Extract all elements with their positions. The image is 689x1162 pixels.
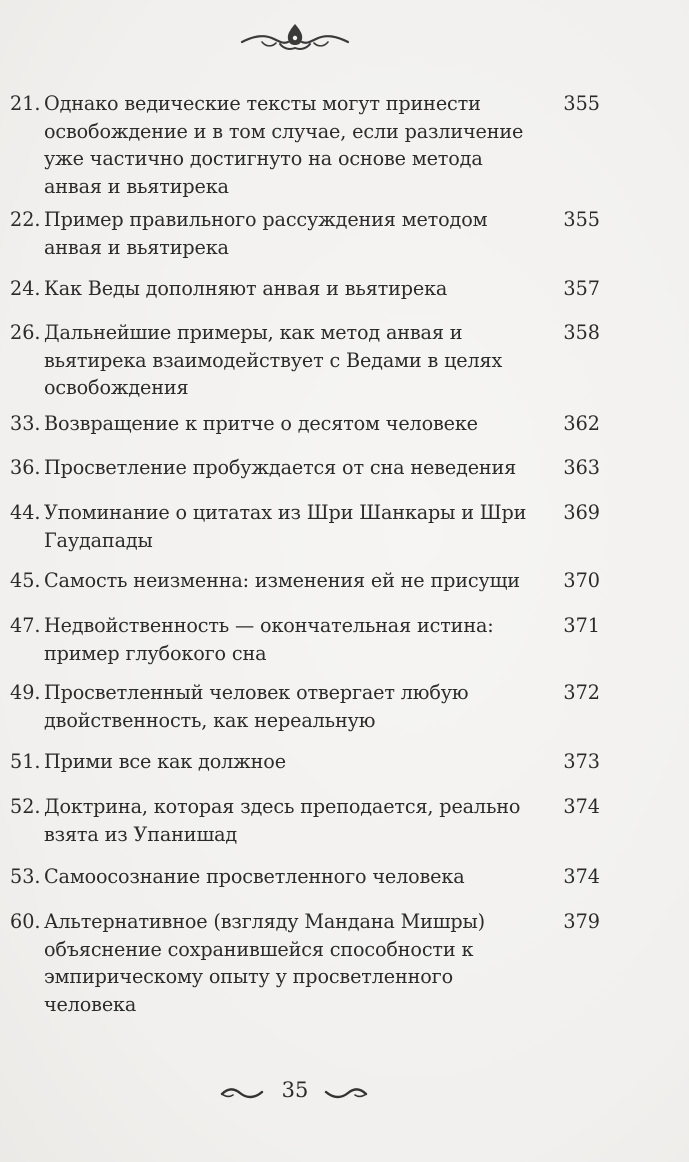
entry-page: 355 [563, 208, 600, 231]
entry-number: 33. [10, 412, 41, 435]
entry-page: 362 [563, 412, 600, 435]
entry-number: 60. [10, 910, 41, 933]
entry-page: 357 [563, 277, 600, 300]
entry-title: Однако ведические тексты могут принести освобождение и в том случае, если различение уже частично достигнуто на основе метода анвая и вьятирека [44, 92, 524, 198]
entry-number: 26. [10, 321, 41, 344]
entry-title: Пример правильного рассуждения методом анвая и вьятирека [44, 208, 488, 259]
entry-number: 22. [10, 208, 41, 231]
entry-page: 374 [563, 865, 600, 888]
entry-number: 49. [10, 681, 41, 704]
entry-page: 370 [563, 569, 600, 592]
entry-page: 373 [563, 750, 600, 773]
entry-number: 51. [10, 750, 41, 773]
entry-page: 372 [563, 681, 600, 704]
entry-title: Дальнейшие примеры, как метод анвая и вьятирека взаимодействует с Ведами в целях освобождения [44, 321, 503, 399]
entry-page: 355 [563, 92, 600, 115]
entry-number: 24. [10, 277, 41, 300]
entry-number: 45. [10, 569, 41, 592]
entry-page: 363 [563, 456, 600, 479]
entry-number: 21. [10, 92, 41, 115]
entry-page: 374 [563, 795, 600, 818]
entry-title: Просветление пробуждается от сна неведения [44, 456, 517, 479]
entry-title: Альтернативное (взгляду Мандана Мишры) объяснение сохранившейся способности к эмпирическому опыту у просветленного человека [44, 910, 486, 1016]
entry-title: Просветленный человек отвергает любую двойственность, как нереальную [44, 681, 469, 732]
entry-title: Упоминание о цитатах из Шри Шанкары и Шри Гаудапады [44, 501, 527, 552]
page-number: 35 [281, 1078, 309, 1102]
entry-title: Недвойственность — окончательная истина: пример глубокого сна [44, 614, 494, 665]
ornament-flourish-icon [240, 20, 350, 54]
entry-page: 358 [563, 321, 600, 344]
entry-title: Возвращение к притче о десятом человеке [44, 412, 478, 435]
entry-page: 379 [563, 910, 600, 933]
entry-number: 53. [10, 865, 41, 888]
entry-number: 36. [10, 456, 41, 479]
entry-number: 47. [10, 614, 41, 637]
entry-title: Как Веды дополняют анвая и вьятирека [44, 277, 448, 300]
swash-right-icon [324, 1086, 368, 1102]
entry-title: Самоосознание просветленного человека [44, 865, 465, 888]
entry-page: 371 [563, 614, 600, 637]
page-footer [220, 1076, 370, 1116]
entry-title: Прими все как должное [44, 750, 286, 773]
entry-title: Самость неизменна: изменения ей не присущи [44, 569, 520, 592]
entry-number: 44. [10, 501, 41, 524]
entry-page: 369 [563, 501, 600, 524]
entry-title: Доктрина, которая здесь преподается, реально взята из Упанишад [44, 795, 521, 846]
entry-number: 52. [10, 795, 41, 818]
